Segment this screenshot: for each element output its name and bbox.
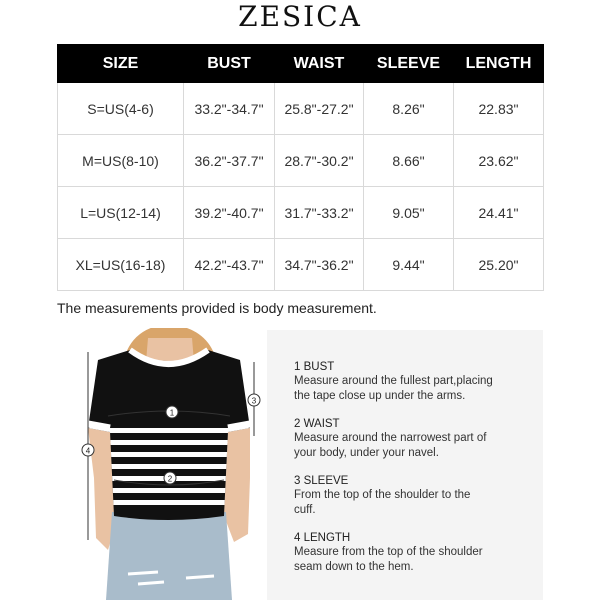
header-size: SIZE — [58, 45, 184, 83]
header-length: LENGTH — [454, 45, 544, 83]
cell-bust: 33.2"-34.7" — [184, 83, 275, 135]
guide-desc: Measure around the narrowest part of — [294, 432, 487, 444]
right-arm — [224, 428, 250, 542]
guide-title: 1 BUST — [294, 361, 335, 373]
cell-sleeve: 8.66" — [364, 135, 454, 187]
table-row — [58, 83, 544, 135]
guide-desc: seam down to the hem. — [294, 560, 414, 573]
cell-waist: 31.7"-33.2" — [275, 187, 364, 239]
svg-text:3: 3 — [251, 396, 257, 406]
cell-length: 22.83" — [454, 83, 544, 135]
cell-length: 25.20" — [454, 239, 544, 291]
guide-item-sleeve — [294, 474, 534, 517]
guide-desc: cuff. — [294, 503, 316, 516]
guide-desc: the tape close up under the arms. — [294, 389, 466, 402]
cell-waist: 25.8"-27.2" — [275, 83, 364, 135]
jeans-shape — [106, 512, 232, 600]
cell-size: M=US(8-10) — [58, 135, 184, 187]
svg-text:1: 1 — [169, 408, 175, 418]
header-waist: WAIST — [275, 45, 364, 83]
guide-item-bust — [294, 360, 534, 403]
cell-sleeve: 9.44" — [364, 239, 454, 291]
header-sleeve: SLEEVE — [364, 45, 454, 83]
cell-sleeve: 8.26" — [364, 83, 454, 135]
cell-bust: 39.2"-40.7" — [184, 187, 275, 239]
cell-size: XL=US(16-18) — [58, 239, 184, 291]
marker-length — [82, 444, 94, 456]
guide-desc: your body, under your navel. — [294, 446, 439, 459]
guide-item-waist — [294, 417, 534, 460]
cell-size: S=US(4-6) — [58, 83, 184, 135]
table-row — [58, 239, 544, 291]
table-header-row — [58, 45, 544, 83]
model-figure — [68, 328, 273, 600]
cell-size: L=US(12-14) — [58, 187, 184, 239]
marker-sleeve — [248, 394, 260, 406]
cell-waist: 28.7"-30.2" — [275, 135, 364, 187]
right-cuff — [228, 424, 250, 428]
cell-sleeve: 9.05" — [364, 187, 454, 239]
guide-title: 4 LENGTH — [294, 532, 351, 544]
measurement-guide-panel — [267, 330, 543, 600]
table-row — [58, 135, 544, 187]
marker-waist — [164, 472, 176, 484]
guide-item-length — [294, 531, 534, 574]
marker-bust — [166, 406, 178, 418]
svg-text:4: 4 — [85, 446, 91, 456]
cell-bust: 36.2"-37.7" — [184, 135, 275, 187]
table-row — [58, 187, 544, 239]
cell-length: 24.41" — [454, 187, 544, 239]
size-chart-table — [57, 44, 544, 291]
guide-desc: Measure around the fullest part,placing — [294, 375, 493, 387]
guide-title: 3 SLEEVE — [294, 475, 349, 487]
guide-desc: From the top of the shoulder to the — [294, 489, 471, 501]
cell-length: 23.62" — [454, 135, 544, 187]
model-illustration — [68, 328, 273, 600]
left-cuff — [88, 424, 110, 428]
measurement-note: The measurements provided is body measurement. — [57, 300, 377, 316]
guide-desc: Measure from the top of the shoulder — [294, 546, 483, 558]
cell-waist: 34.7"-36.2" — [275, 239, 364, 291]
guide-title: 2 WAIST — [294, 418, 340, 430]
brand-logo: ZESICA — [238, 0, 362, 33]
svg-text:2: 2 — [167, 474, 173, 484]
cell-bust: 42.2"-43.7" — [184, 239, 275, 291]
header-bust: BUST — [184, 45, 275, 83]
